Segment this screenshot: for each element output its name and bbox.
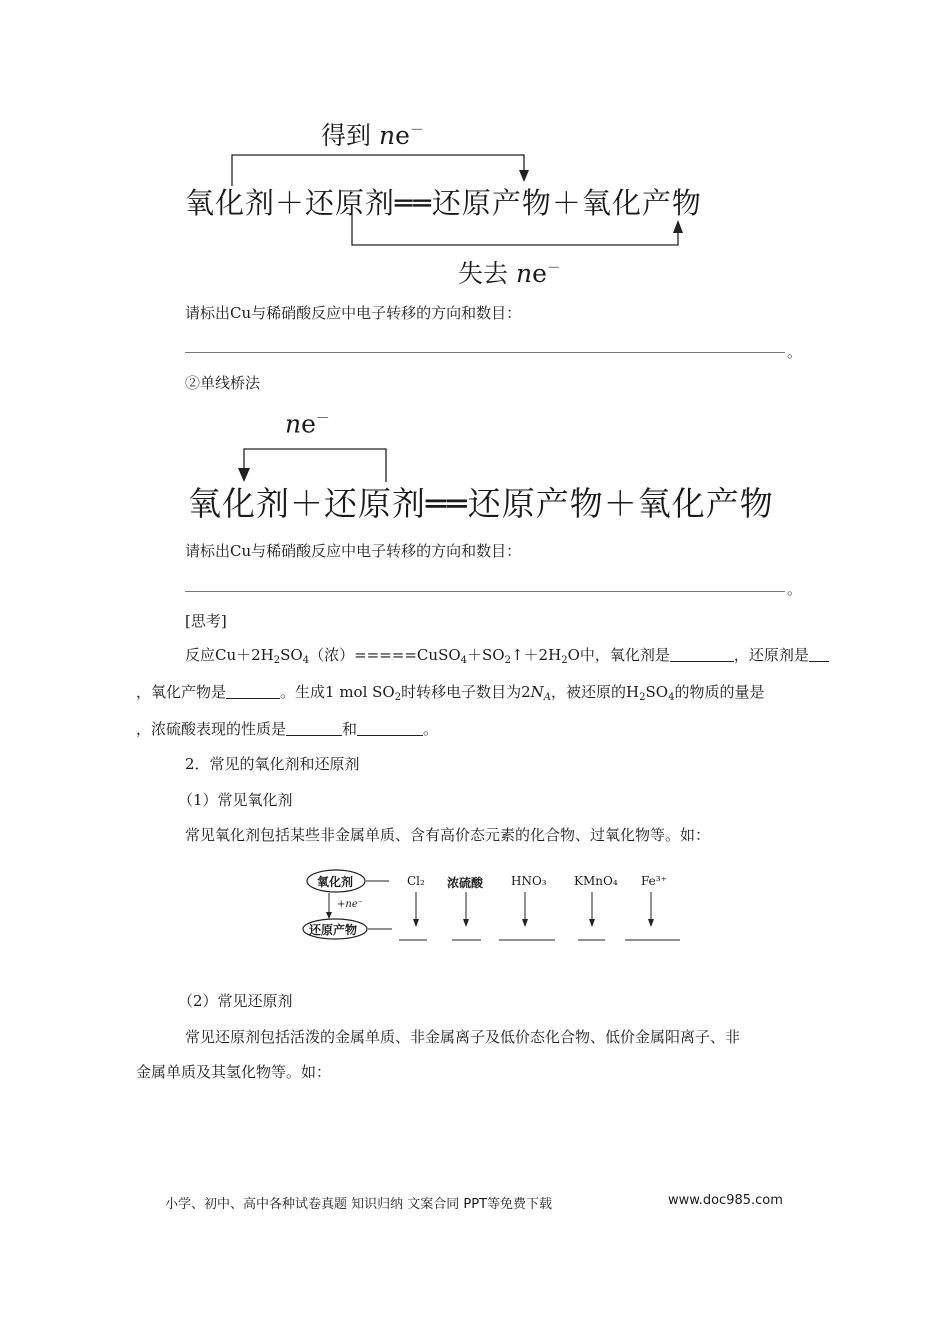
footer-url[interactable]: www.doc985.com bbox=[668, 1193, 783, 1208]
oxidant-oval-label: 氧化剂 bbox=[317, 875, 354, 889]
reductants-paragraph-2: 金属单质及其氢化物等。如： bbox=[136, 1063, 332, 1081]
diagram1-top-label: 得到 ne－ bbox=[321, 121, 424, 150]
species-hno3: HNO₃ bbox=[511, 874, 547, 888]
reductants-paragraph-1: 常见还原剂包括活泼的金属单质、非金属离子及低价态化合物、低价金属阳离子、非 bbox=[185, 1028, 741, 1046]
think-title: [思考] bbox=[185, 612, 227, 630]
footer-text: 小学、初中、高中各种试卷真题 知识归纳 文案合同 PPT等免费下载 bbox=[165, 1197, 553, 1212]
diagram1-equation: 氧化剂＋还原剂══还原产物＋氧化产物 bbox=[185, 186, 702, 220]
end-mark-2: 。 bbox=[787, 580, 803, 598]
sub-heading-oxidants: （1）常见氧化剂 bbox=[178, 791, 293, 809]
prompt-2: 请标出Cu与稀硝酸反应中电子转移的方向和数目： bbox=[185, 542, 522, 560]
oxidants-paragraph: 常见氧化剂包括某些非金属单质、含有高价态元素的化合物、过氧化物等。如： bbox=[185, 826, 711, 844]
arrow-label: +ne⁻ bbox=[337, 899, 364, 910]
think-line-3: ，浓硫酸表现的性质是 和 。 bbox=[136, 720, 439, 738]
section-heading: 2．常见的氧化剂和还原剂 bbox=[185, 755, 360, 773]
reduced-product-oval-label: 还原产物 bbox=[309, 923, 358, 937]
diagram1-bottom-label: 失去 ne－ bbox=[458, 259, 561, 288]
end-mark-1: 。 bbox=[787, 343, 803, 361]
method-single-bridge: ②单线桥法 bbox=[185, 374, 261, 392]
diagram2-label: ne－ bbox=[285, 409, 330, 439]
diagram2-equation: 氧化剂＋还原剂══还原产物＋氧化产物 bbox=[188, 484, 774, 523]
prompt-1: 请标出Cu与稀硝酸反应中电子转移的方向和数目： bbox=[185, 304, 522, 322]
sub-heading-reductants: （2）常见还原剂 bbox=[178, 992, 293, 1010]
think-line-2: ，氧化产物是 。生成1 mol $SO_2$时转移电子数目为$2N_A$，被还原的$H_2SO_4$的物质的量是 bbox=[136, 683, 765, 703]
think-line-1: 反应$Cu+2H_2SO_4$（浓）$=====CuSO_4+SO_2↑+2H_2O$中，氧化剂是 ，还原剂是 bbox=[185, 645, 829, 671]
species-kmno4: KMnO₄ bbox=[574, 874, 618, 888]
species-conc-sulfuric: 浓硫酸 bbox=[447, 876, 484, 890]
species-cl2: Cl₂ bbox=[407, 874, 425, 888]
species-fe3: Fe³⁺ bbox=[641, 874, 667, 888]
